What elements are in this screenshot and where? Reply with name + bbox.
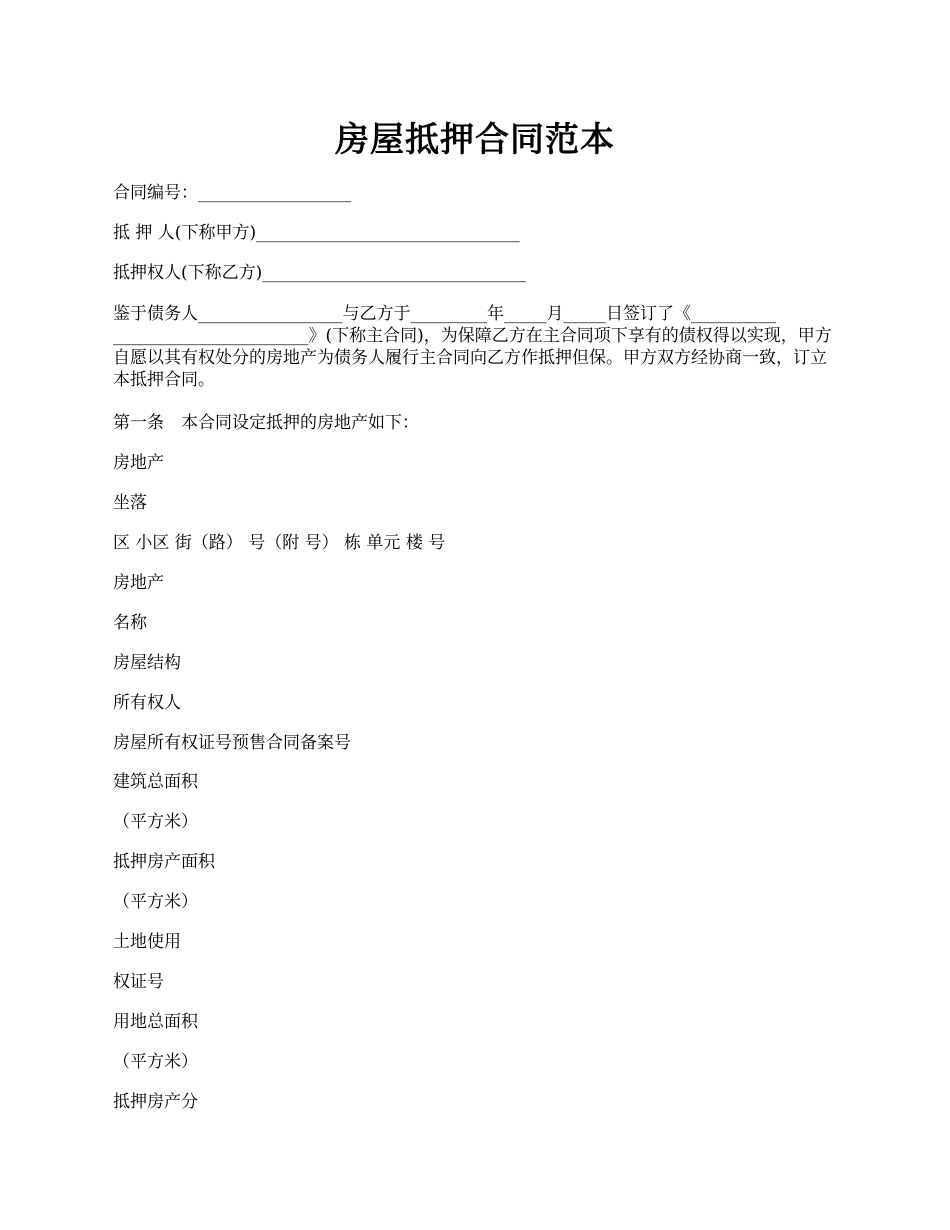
- document-title: 房屋抵押合同范本: [335, 120, 615, 160]
- field-line: 房地产: [113, 573, 164, 593]
- field-line: 房屋结构: [113, 653, 181, 673]
- field-line: 房屋所有权证号预售合同备案号: [113, 733, 351, 753]
- mortgagor-line: 抵 押 人(下称甲方)_______________________________: [113, 223, 520, 243]
- mortgagee-line: 抵押权人(下称乙方)_______________________________: [113, 263, 526, 283]
- field-line: 区 小区 街（路） 号（附 号） 栋 单元 楼 号: [113, 533, 446, 553]
- contract-number-line: 合同编号：__________________: [113, 183, 351, 203]
- field-line: 坐落: [113, 493, 147, 513]
- field-line: 用地总面积: [113, 1012, 198, 1032]
- field-line: 建筑总面积: [113, 772, 198, 792]
- field-line: 抵押房产面积: [113, 852, 215, 872]
- field-line: （平方米）: [113, 892, 198, 912]
- field-line: 土地使用: [113, 932, 181, 952]
- field-line: 权证号: [113, 972, 164, 992]
- field-line: 抵押房产分: [113, 1092, 198, 1112]
- field-line: （平方米）: [113, 812, 198, 832]
- field-line: 房地产: [113, 453, 164, 473]
- field-line: 所有权人: [113, 693, 181, 713]
- field-line: 名称: [113, 613, 147, 633]
- field-line: （平方米）: [113, 1052, 198, 1072]
- preamble-paragraph: 鉴于债务人_________________与乙方于_________年_____月_____日签订了《__________ _______________________》(下称主合同)，为保障乙方在主合同项下享有的债权得以实现，甲方自愿以其有权处分的房地产为债务人履行主合同向乙方作抵押但保。甲方双方经协商一致，订立本抵押合同。: [113, 304, 832, 390]
- article-1-heading: 第一条 本合同设定抵押的房地产如下：: [113, 413, 419, 433]
